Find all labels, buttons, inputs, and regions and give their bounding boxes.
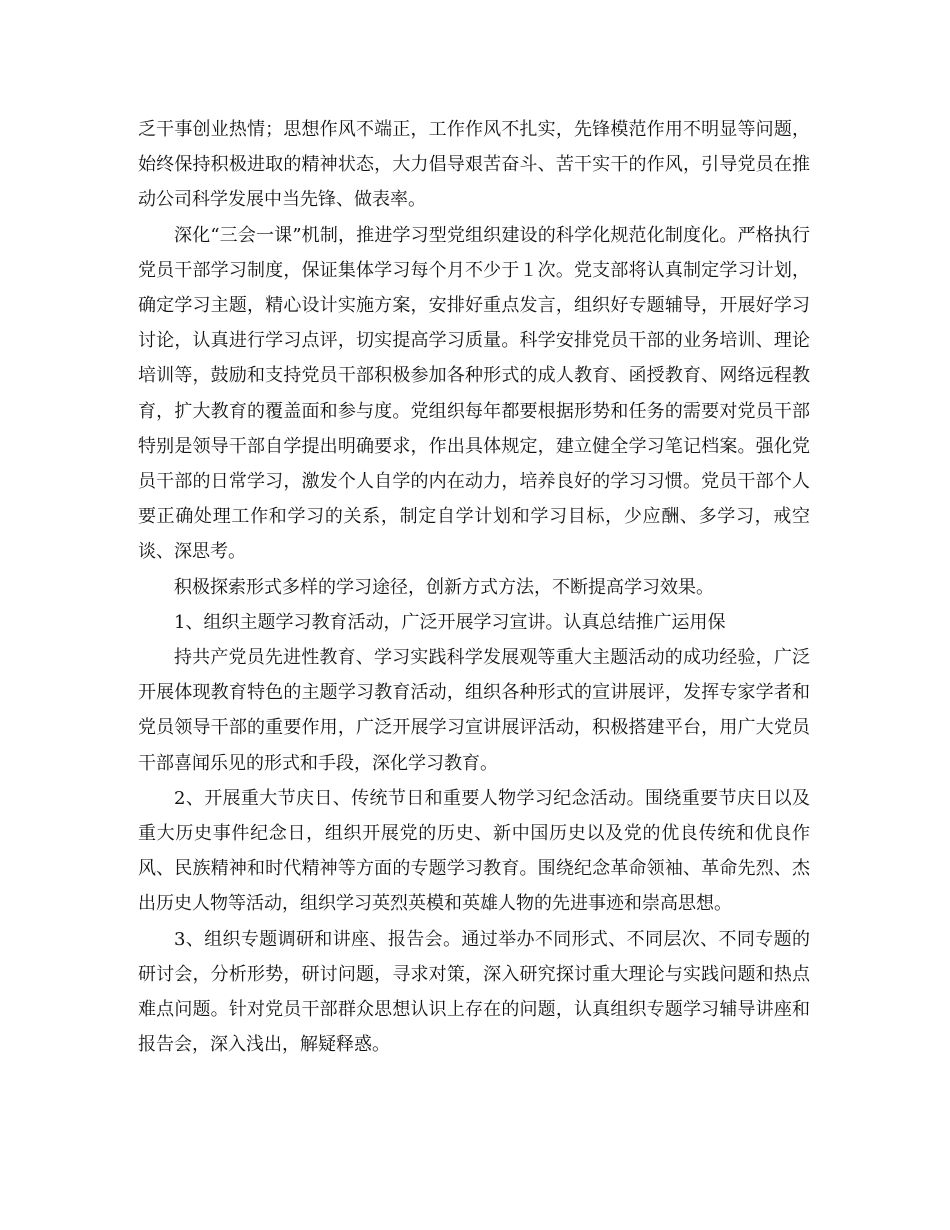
paragraph-2: 深化“三会一课”机制，推进学习型党组织建设的科学化规范化制度化。严格执行党员干部学习制度，保证集体学习每个月不少于１次。党支部将认真制定学习计划，确定学习主题，精心设计实施方案，安排好重点发言，组织好专题辅导，开展好学习讨论，认真进行学习点评，切实提高学习质量。科学安排党员干部的业务培训、理论培训等，鼓励和支持党员干部积极参加各种形式的成人教育、函授教育、网络远程教育，扩大教育的覆盖面和参与度。党组织每年都要根据形势和任务的需要对党员干部特别是领导干部自学提出明确要求，作出具体规定，建立健全学习笔记档案。强化党员干部的日常学习，激发个人自学的内在动力，培养良好的学习习惯。党员干部个人要正确处理工作和学习的关系，制定自学计划和学习目标，少应酬、多学习，戒空谈、深思考。 bbox=[138, 224, 810, 563]
paragraph-1: 乏干事创业热情；思想作风不端正，工作作风不扎实，先锋模范作用不明显等问题，始终保持积极进取的精神状态，大力倡导艰苦奋斗、苦干实干的作风，引导党员在推动公司科学发展中当先锋、做表率。 bbox=[138, 119, 810, 211]
paragraph-7: 3、组织专题调研和讲座、报告会。通过举办不同形式、不同层次、不同专题的研讨会，分析形势，研讨问题，寻求对策，深入研究探讨重大理论与实践问题和热点难点问题。针对党员干部群众思想认识上存在的问题，认真组织专题学习辅导讲座和报告会，深入浅出，解疑释惑。 bbox=[138, 928, 810, 1056]
paragraph-4: 1、组织主题学习教育活动，广泛开展学习宣讲。认真总结推广运用保 bbox=[174, 611, 726, 633]
paragraph-6: 2、开展重大节庆日、传统节日和重要人物学习纪念活动。围绕重要节庆日以及重大历史事件纪念日，组织开展党的历史、新中国历史以及党的优良传统和优良作风、民族精神和时代精神等方面的专题学习教育。围绕纪念革命领袖、革命先烈、杰出历史人物等活动，组织学习英烈英模和英雄人物的先进事迹和崇高思想。 bbox=[138, 787, 810, 915]
document-body bbox=[138, 112, 810, 1062]
paragraph-3: 积极探索形式多样的学习途径，创新方式方法，不断提高学习效果。 bbox=[174, 576, 714, 598]
paragraph-5: 持共产党员先进性教育、学习实践科学发展观等重大主题活动的成功经验，广泛开展体现教育特色的主题学习教育活动，组织各种形式的宣讲展评，发挥专家学者和党员领导干部的重要作用，广泛开展学习宣讲展评活动，积极搭建平台，用广大党员干部喜闻乐见的形式和手段，深化学习教育。 bbox=[138, 647, 810, 774]
